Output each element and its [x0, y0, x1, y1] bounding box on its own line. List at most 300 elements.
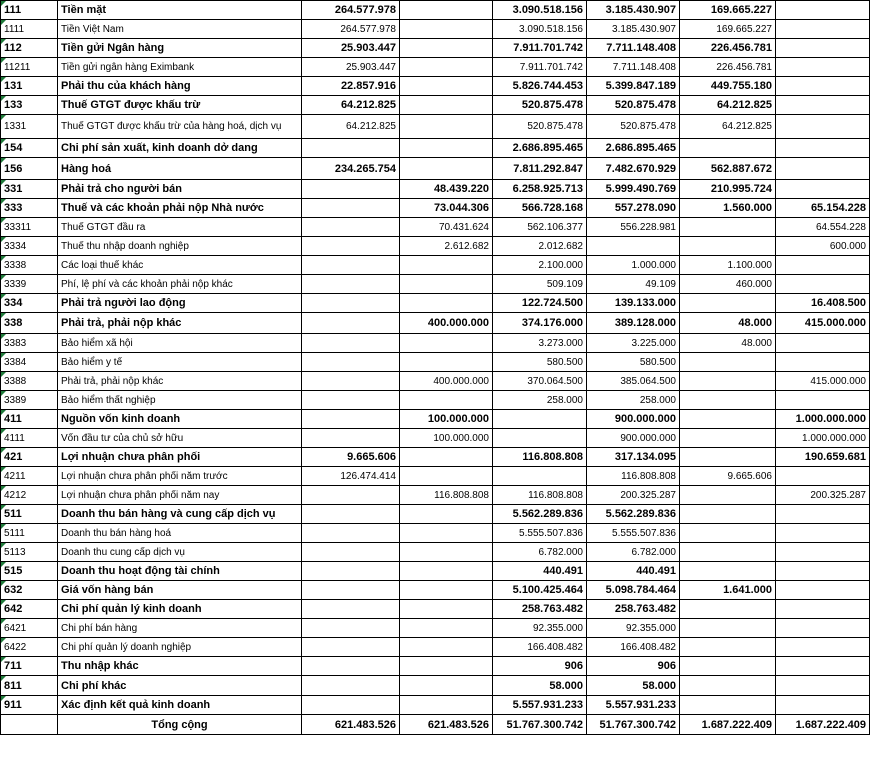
- amount-cell-c4[interactable]: 258.763.482: [587, 600, 680, 619]
- account-code-cell[interactable]: 112: [1, 39, 58, 58]
- account-name-cell[interactable]: Tiền gửi ngân hàng Eximbank: [58, 58, 302, 77]
- amount-cell-c4[interactable]: 389.128.000: [587, 313, 680, 334]
- account-code-cell[interactable]: 131: [1, 77, 58, 96]
- account-code-cell[interactable]: 154: [1, 139, 58, 158]
- amount-cell-c6[interactable]: 1.000.000.000: [776, 410, 870, 429]
- amount-cell-c1[interactable]: [302, 334, 400, 353]
- amount-cell-c6[interactable]: [776, 39, 870, 58]
- total-amount-c1[interactable]: 621.483.526: [302, 715, 400, 735]
- amount-cell-c1[interactable]: [302, 256, 400, 275]
- amount-cell-c2[interactable]: 48.439.220: [400, 180, 493, 199]
- amount-cell-c6[interactable]: [776, 467, 870, 486]
- amount-cell-c1[interactable]: [302, 429, 400, 448]
- account-code-cell[interactable]: 4211: [1, 467, 58, 486]
- amount-cell-c6[interactable]: 1.000.000.000: [776, 429, 870, 448]
- amount-cell-c1[interactable]: 234.265.754: [302, 158, 400, 180]
- amount-cell-c5[interactable]: 562.887.672: [680, 158, 776, 180]
- account-code-cell[interactable]: 4212: [1, 486, 58, 505]
- account-code-cell[interactable]: 3384: [1, 353, 58, 372]
- total-amount-c6[interactable]: 1.687.222.409: [776, 715, 870, 735]
- amount-cell-c5[interactable]: 64.212.825: [680, 115, 776, 139]
- account-name-cell[interactable]: Thuế và các khoản phải nộp Nhà nước: [58, 199, 302, 218]
- amount-cell-c4[interactable]: 5.562.289.836: [587, 505, 680, 524]
- amount-cell-c5[interactable]: 48.000: [680, 334, 776, 353]
- amount-cell-c2[interactable]: [400, 562, 493, 581]
- amount-cell-c6[interactable]: 190.659.681: [776, 448, 870, 467]
- amount-cell-c3[interactable]: 7.911.701.742: [493, 58, 587, 77]
- amount-cell-c2[interactable]: [400, 505, 493, 524]
- account-code-cell[interactable]: 133: [1, 96, 58, 115]
- amount-cell-c1[interactable]: [302, 372, 400, 391]
- amount-cell-c2[interactable]: [400, 77, 493, 96]
- account-name-cell[interactable]: Phải thu của khách hàng: [58, 77, 302, 96]
- amount-cell-c3[interactable]: 566.728.168: [493, 199, 587, 218]
- amount-cell-c3[interactable]: 258.763.482: [493, 600, 587, 619]
- amount-cell-c2[interactable]: 100.000.000: [400, 410, 493, 429]
- amount-cell-c6[interactable]: [776, 505, 870, 524]
- amount-cell-c4[interactable]: 580.500: [587, 353, 680, 372]
- amount-cell-c2[interactable]: [400, 294, 493, 313]
- account-name-cell[interactable]: Lợi nhuận chưa phân phối: [58, 448, 302, 467]
- amount-cell-c6[interactable]: [776, 275, 870, 294]
- account-name-cell[interactable]: Doanh thu bán hàng và cung cấp dịch vụ: [58, 505, 302, 524]
- amount-cell-c5[interactable]: [680, 543, 776, 562]
- amount-cell-c2[interactable]: [400, 543, 493, 562]
- account-name-cell[interactable]: Phải trả, phải nộp khác: [58, 313, 302, 334]
- amount-cell-c5[interactable]: [680, 562, 776, 581]
- amount-cell-c3[interactable]: 7.911.701.742: [493, 39, 587, 58]
- total-amount-c3[interactable]: 51.767.300.742: [493, 715, 587, 735]
- amount-cell-c2[interactable]: [400, 58, 493, 77]
- amount-cell-c2[interactable]: 2.612.682: [400, 237, 493, 256]
- amount-cell-c4[interactable]: 49.109: [587, 275, 680, 294]
- amount-cell-c4[interactable]: 5.555.507.836: [587, 524, 680, 543]
- account-name-cell[interactable]: Chi phí sản xuất, kinh doanh dở dang: [58, 139, 302, 158]
- account-code-cell[interactable]: 421: [1, 448, 58, 467]
- amount-cell-c5[interactable]: [680, 429, 776, 448]
- amount-cell-c3[interactable]: 509.109: [493, 275, 587, 294]
- amount-cell-c2[interactable]: [400, 275, 493, 294]
- amount-cell-c1[interactable]: 64.212.825: [302, 115, 400, 139]
- amount-cell-c1[interactable]: [302, 294, 400, 313]
- amount-cell-c5[interactable]: [680, 486, 776, 505]
- amount-cell-c3[interactable]: 3.090.518.156: [493, 1, 587, 20]
- account-code-cell[interactable]: 3338: [1, 256, 58, 275]
- amount-cell-c6[interactable]: [776, 96, 870, 115]
- amount-cell-c1[interactable]: [302, 600, 400, 619]
- amount-cell-c2[interactable]: [400, 353, 493, 372]
- amount-cell-c4[interactable]: 5.999.490.769: [587, 180, 680, 199]
- account-code-cell[interactable]: 11211: [1, 58, 58, 77]
- amount-cell-c3[interactable]: 520.875.478: [493, 96, 587, 115]
- account-code-cell[interactable]: 911: [1, 696, 58, 715]
- amount-cell-c5[interactable]: 1.641.000: [680, 581, 776, 600]
- account-name-cell[interactable]: Chi phí quản lý kinh doanh: [58, 600, 302, 619]
- amount-cell-c3[interactable]: 5.826.744.453: [493, 77, 587, 96]
- amount-cell-c2[interactable]: 116.808.808: [400, 486, 493, 505]
- account-code-cell[interactable]: 1111: [1, 20, 58, 39]
- amount-cell-c5[interactable]: 48.000: [680, 313, 776, 334]
- account-code-cell[interactable]: 338: [1, 313, 58, 334]
- amount-cell-c2[interactable]: [400, 39, 493, 58]
- amount-cell-c3[interactable]: 7.811.292.847: [493, 158, 587, 180]
- account-name-cell[interactable]: Vốn đầu tư của chủ sở hữu: [58, 429, 302, 448]
- amount-cell-c6[interactable]: [776, 676, 870, 696]
- amount-cell-c6[interactable]: [776, 139, 870, 158]
- amount-cell-c3[interactable]: 6.782.000: [493, 543, 587, 562]
- amount-cell-c6[interactable]: [776, 600, 870, 619]
- amount-cell-c5[interactable]: [680, 600, 776, 619]
- amount-cell-c1[interactable]: [302, 275, 400, 294]
- amount-cell-c4[interactable]: 2.686.895.465: [587, 139, 680, 158]
- amount-cell-c5[interactable]: 1.100.000: [680, 256, 776, 275]
- amount-cell-c5[interactable]: [680, 391, 776, 410]
- amount-cell-c2[interactable]: [400, 96, 493, 115]
- amount-cell-c5[interactable]: 226.456.781: [680, 58, 776, 77]
- amount-cell-c3[interactable]: 58.000: [493, 676, 587, 696]
- amount-cell-c6[interactable]: [776, 1, 870, 20]
- amount-cell-c3[interactable]: 5.562.289.836: [493, 505, 587, 524]
- amount-cell-c4[interactable]: 317.134.095: [587, 448, 680, 467]
- amount-cell-c4[interactable]: 3.185.430.907: [587, 20, 680, 39]
- account-name-cell[interactable]: Thuế GTGT được khấu trừ: [58, 96, 302, 115]
- amount-cell-c5[interactable]: 449.755.180: [680, 77, 776, 96]
- amount-cell-c1[interactable]: [302, 676, 400, 696]
- total-amount-c2[interactable]: 621.483.526: [400, 715, 493, 735]
- account-name-cell[interactable]: Bảo hiểm thất nghiệp: [58, 391, 302, 410]
- amount-cell-c2[interactable]: [400, 115, 493, 139]
- amount-cell-c1[interactable]: [302, 562, 400, 581]
- amount-cell-c5[interactable]: 169.665.227: [680, 1, 776, 20]
- total-code-cell[interactable]: [1, 715, 58, 735]
- amount-cell-c6[interactable]: [776, 256, 870, 275]
- amount-cell-c3[interactable]: 116.808.808: [493, 486, 587, 505]
- amount-cell-c4[interactable]: 5.098.784.464: [587, 581, 680, 600]
- amount-cell-c2[interactable]: 100.000.000: [400, 429, 493, 448]
- amount-cell-c1[interactable]: [302, 696, 400, 715]
- account-name-cell[interactable]: Phải trả, phải nộp khác: [58, 372, 302, 391]
- account-code-cell[interactable]: 4111: [1, 429, 58, 448]
- account-name-cell[interactable]: Chi phí bán hàng: [58, 619, 302, 638]
- amount-cell-c4[interactable]: 520.875.478: [587, 96, 680, 115]
- amount-cell-c1[interactable]: 22.857.916: [302, 77, 400, 96]
- amount-cell-c1[interactable]: [302, 638, 400, 657]
- account-name-cell[interactable]: Doanh thu cung cấp dịch vụ: [58, 543, 302, 562]
- amount-cell-c5[interactable]: [680, 372, 776, 391]
- amount-cell-c1[interactable]: [302, 313, 400, 334]
- amount-cell-c2[interactable]: [400, 638, 493, 657]
- account-code-cell[interactable]: 3339: [1, 275, 58, 294]
- amount-cell-c1[interactable]: 264.577.978: [302, 1, 400, 20]
- account-code-cell[interactable]: 511: [1, 505, 58, 524]
- account-code-cell[interactable]: 33311: [1, 218, 58, 237]
- amount-cell-c5[interactable]: 1.560.000: [680, 199, 776, 218]
- amount-cell-c1[interactable]: [302, 391, 400, 410]
- account-code-cell[interactable]: 5111: [1, 524, 58, 543]
- total-label[interactable]: Tổng cộng: [58, 715, 302, 735]
- amount-cell-c5[interactable]: [680, 237, 776, 256]
- amount-cell-c2[interactable]: 73.044.306: [400, 199, 493, 218]
- amount-cell-c6[interactable]: [776, 20, 870, 39]
- amount-cell-c4[interactable]: 557.278.090: [587, 199, 680, 218]
- account-name-cell[interactable]: Doanh thu bán hàng hoá: [58, 524, 302, 543]
- amount-cell-c6[interactable]: [776, 158, 870, 180]
- amount-cell-c2[interactable]: 400.000.000: [400, 372, 493, 391]
- amount-cell-c1[interactable]: 25.903.447: [302, 39, 400, 58]
- amount-cell-c4[interactable]: 139.133.000: [587, 294, 680, 313]
- account-name-cell[interactable]: Thuế GTGT đầu ra: [58, 218, 302, 237]
- amount-cell-c2[interactable]: [400, 20, 493, 39]
- amount-cell-c4[interactable]: 520.875.478: [587, 115, 680, 139]
- amount-cell-c5[interactable]: 9.665.606: [680, 467, 776, 486]
- amount-cell-c2[interactable]: [400, 334, 493, 353]
- amount-cell-c2[interactable]: [400, 158, 493, 180]
- amount-cell-c3[interactable]: 370.064.500: [493, 372, 587, 391]
- amount-cell-c2[interactable]: 70.431.624: [400, 218, 493, 237]
- amount-cell-c6[interactable]: [776, 391, 870, 410]
- account-name-cell[interactable]: Giá vốn hàng bán: [58, 581, 302, 600]
- amount-cell-c5[interactable]: [680, 218, 776, 237]
- amount-cell-c2[interactable]: [400, 524, 493, 543]
- amount-cell-c1[interactable]: [302, 237, 400, 256]
- amount-cell-c6[interactable]: [776, 619, 870, 638]
- amount-cell-c3[interactable]: 92.355.000: [493, 619, 587, 638]
- amount-cell-c4[interactable]: [587, 237, 680, 256]
- amount-cell-c5[interactable]: [680, 638, 776, 657]
- account-name-cell[interactable]: Doanh thu hoạt động tài chính: [58, 562, 302, 581]
- amount-cell-c3[interactable]: [493, 429, 587, 448]
- account-name-cell[interactable]: Lợi nhuận chưa phân phối năm trước: [58, 467, 302, 486]
- amount-cell-c3[interactable]: 440.491: [493, 562, 587, 581]
- amount-cell-c4[interactable]: 1.000.000: [587, 256, 680, 275]
- account-name-cell[interactable]: Phải trả người lao động: [58, 294, 302, 313]
- account-code-cell[interactable]: 3334: [1, 237, 58, 256]
- amount-cell-c1[interactable]: [302, 218, 400, 237]
- account-code-cell[interactable]: 3389: [1, 391, 58, 410]
- amount-cell-c1[interactable]: [302, 543, 400, 562]
- amount-cell-c4[interactable]: 385.064.500: [587, 372, 680, 391]
- amount-cell-c5[interactable]: [680, 353, 776, 372]
- amount-cell-c6[interactable]: [776, 581, 870, 600]
- amount-cell-c2[interactable]: [400, 467, 493, 486]
- amount-cell-c5[interactable]: [680, 448, 776, 467]
- account-code-cell[interactable]: 515: [1, 562, 58, 581]
- account-name-cell[interactable]: Tiền gửi Ngân hàng: [58, 39, 302, 58]
- account-code-cell[interactable]: 632: [1, 581, 58, 600]
- account-name-cell[interactable]: Thuế thu nhập doanh nghiệp: [58, 237, 302, 256]
- amount-cell-c5[interactable]: [680, 657, 776, 676]
- amount-cell-c5[interactable]: [680, 294, 776, 313]
- amount-cell-c6[interactable]: [776, 543, 870, 562]
- amount-cell-c2[interactable]: [400, 391, 493, 410]
- amount-cell-c3[interactable]: [493, 467, 587, 486]
- amount-cell-c4[interactable]: 200.325.287: [587, 486, 680, 505]
- amount-cell-c3[interactable]: 166.408.482: [493, 638, 587, 657]
- amount-cell-c1[interactable]: 126.474.414: [302, 467, 400, 486]
- amount-cell-c1[interactable]: 64.212.825: [302, 96, 400, 115]
- amount-cell-c3[interactable]: 3.273.000: [493, 334, 587, 353]
- amount-cell-c2[interactable]: [400, 619, 493, 638]
- total-amount-c4[interactable]: 51.767.300.742: [587, 715, 680, 735]
- amount-cell-c3[interactable]: 6.258.925.713: [493, 180, 587, 199]
- amount-cell-c5[interactable]: [680, 139, 776, 158]
- amount-cell-c3[interactable]: 562.106.377: [493, 218, 587, 237]
- amount-cell-c3[interactable]: 5.555.507.836: [493, 524, 587, 543]
- amount-cell-c1[interactable]: [302, 199, 400, 218]
- amount-cell-c6[interactable]: 16.408.500: [776, 294, 870, 313]
- amount-cell-c2[interactable]: [400, 600, 493, 619]
- amount-cell-c4[interactable]: 116.808.808: [587, 467, 680, 486]
- account-code-cell[interactable]: 642: [1, 600, 58, 619]
- account-name-cell[interactable]: Bảo hiểm xã hội: [58, 334, 302, 353]
- amount-cell-c2[interactable]: [400, 696, 493, 715]
- amount-cell-c1[interactable]: 264.577.978: [302, 20, 400, 39]
- amount-cell-c4[interactable]: 258.000: [587, 391, 680, 410]
- amount-cell-c6[interactable]: 415.000.000: [776, 372, 870, 391]
- amount-cell-c4[interactable]: 92.355.000: [587, 619, 680, 638]
- amount-cell-c4[interactable]: 166.408.482: [587, 638, 680, 657]
- amount-cell-c3[interactable]: 374.176.000: [493, 313, 587, 334]
- amount-cell-c6[interactable]: [776, 334, 870, 353]
- amount-cell-c6[interactable]: [776, 696, 870, 715]
- account-code-cell[interactable]: 811: [1, 676, 58, 696]
- amount-cell-c5[interactable]: 210.995.724: [680, 180, 776, 199]
- account-name-cell[interactable]: Phải trả cho người bán: [58, 180, 302, 199]
- amount-cell-c2[interactable]: [400, 256, 493, 275]
- amount-cell-c5[interactable]: [680, 696, 776, 715]
- account-name-cell[interactable]: Thuế GTGT được khấu trừ của hàng hoá, dịch vụ: [58, 115, 302, 139]
- amount-cell-c4[interactable]: 5.399.847.189: [587, 77, 680, 96]
- amount-cell-c4[interactable]: 7.711.148.408: [587, 58, 680, 77]
- amount-cell-c1[interactable]: 9.665.606: [302, 448, 400, 467]
- amount-cell-c3[interactable]: 520.875.478: [493, 115, 587, 139]
- amount-cell-c5[interactable]: 460.000: [680, 275, 776, 294]
- amount-cell-c3[interactable]: 258.000: [493, 391, 587, 410]
- amount-cell-c4[interactable]: 5.557.931.233: [587, 696, 680, 715]
- amount-cell-c4[interactable]: 906: [587, 657, 680, 676]
- amount-cell-c6[interactable]: [776, 180, 870, 199]
- amount-cell-c1[interactable]: [302, 657, 400, 676]
- account-name-cell[interactable]: Tiền Việt Nam: [58, 20, 302, 39]
- account-name-cell[interactable]: Chi phí quản lý doanh nghiệp: [58, 638, 302, 657]
- account-name-cell[interactable]: Chi phí khác: [58, 676, 302, 696]
- amount-cell-c1[interactable]: [302, 581, 400, 600]
- amount-cell-c4[interactable]: 7.711.148.408: [587, 39, 680, 58]
- amount-cell-c1[interactable]: [302, 180, 400, 199]
- account-code-cell[interactable]: 711: [1, 657, 58, 676]
- amount-cell-c4[interactable]: 3.225.000: [587, 334, 680, 353]
- amount-cell-c6[interactable]: [776, 562, 870, 581]
- account-code-cell[interactable]: 111: [1, 1, 58, 20]
- account-code-cell[interactable]: 156: [1, 158, 58, 180]
- amount-cell-c5[interactable]: 64.212.825: [680, 96, 776, 115]
- amount-cell-c4[interactable]: 6.782.000: [587, 543, 680, 562]
- amount-cell-c1[interactable]: [302, 505, 400, 524]
- amount-cell-c1[interactable]: [302, 524, 400, 543]
- amount-cell-c1[interactable]: [302, 619, 400, 638]
- account-code-cell[interactable]: 3383: [1, 334, 58, 353]
- amount-cell-c4[interactable]: 3.185.430.907: [587, 1, 680, 20]
- amount-cell-c3[interactable]: 122.724.500: [493, 294, 587, 313]
- amount-cell-c6[interactable]: 600.000: [776, 237, 870, 256]
- amount-cell-c4[interactable]: 556.228.981: [587, 218, 680, 237]
- account-code-cell[interactable]: 6421: [1, 619, 58, 638]
- account-code-cell[interactable]: 411: [1, 410, 58, 429]
- amount-cell-c4[interactable]: 58.000: [587, 676, 680, 696]
- account-name-cell[interactable]: Phí, lệ phí và các khoản phải nộp khác: [58, 275, 302, 294]
- amount-cell-c3[interactable]: 5.100.425.464: [493, 581, 587, 600]
- amount-cell-c6[interactable]: 65.154.228: [776, 199, 870, 218]
- amount-cell-c4[interactable]: 7.482.670.929: [587, 158, 680, 180]
- amount-cell-c3[interactable]: [493, 410, 587, 429]
- amount-cell-c4[interactable]: 440.491: [587, 562, 680, 581]
- amount-cell-c6[interactable]: 200.325.287: [776, 486, 870, 505]
- amount-cell-c3[interactable]: 116.808.808: [493, 448, 587, 467]
- amount-cell-c1[interactable]: [302, 139, 400, 158]
- amount-cell-c6[interactable]: [776, 115, 870, 139]
- account-code-cell[interactable]: 334: [1, 294, 58, 313]
- account-name-cell[interactable]: Nguồn vốn kinh doanh: [58, 410, 302, 429]
- amount-cell-c6[interactable]: [776, 58, 870, 77]
- amount-cell-c6[interactable]: [776, 657, 870, 676]
- account-name-cell[interactable]: Bảo hiểm y tế: [58, 353, 302, 372]
- amount-cell-c2[interactable]: [400, 581, 493, 600]
- amount-cell-c2[interactable]: [400, 657, 493, 676]
- account-name-cell[interactable]: Tiền mặt: [58, 1, 302, 20]
- amount-cell-c4[interactable]: 900.000.000: [587, 410, 680, 429]
- amount-cell-c5[interactable]: 226.456.781: [680, 39, 776, 58]
- account-name-cell[interactable]: Các loại thuế khác: [58, 256, 302, 275]
- amount-cell-c6[interactable]: 415.000.000: [776, 313, 870, 334]
- amount-cell-c3[interactable]: 3.090.518.156: [493, 20, 587, 39]
- amount-cell-c4[interactable]: 900.000.000: [587, 429, 680, 448]
- account-code-cell[interactable]: 6422: [1, 638, 58, 657]
- amount-cell-c6[interactable]: [776, 524, 870, 543]
- account-name-cell[interactable]: Lợi nhuận chưa phân phối năm nay: [58, 486, 302, 505]
- amount-cell-c3[interactable]: 580.500: [493, 353, 587, 372]
- amount-cell-c5[interactable]: [680, 619, 776, 638]
- amount-cell-c1[interactable]: [302, 486, 400, 505]
- amount-cell-c5[interactable]: [680, 505, 776, 524]
- amount-cell-c5[interactable]: [680, 410, 776, 429]
- amount-cell-c3[interactable]: 5.557.931.233: [493, 696, 587, 715]
- amount-cell-c2[interactable]: [400, 139, 493, 158]
- amount-cell-c5[interactable]: [680, 524, 776, 543]
- amount-cell-c1[interactable]: 25.903.447: [302, 58, 400, 77]
- amount-cell-c6[interactable]: [776, 638, 870, 657]
- amount-cell-c1[interactable]: [302, 410, 400, 429]
- account-name-cell[interactable]: Xác định kết quả kinh doanh: [58, 696, 302, 715]
- account-code-cell[interactable]: 333: [1, 199, 58, 218]
- account-name-cell[interactable]: Thu nhập khác: [58, 657, 302, 676]
- amount-cell-c5[interactable]: [680, 676, 776, 696]
- amount-cell-c3[interactable]: 2.100.000: [493, 256, 587, 275]
- account-name-cell[interactable]: Hàng hoá: [58, 158, 302, 180]
- account-code-cell[interactable]: 3388: [1, 372, 58, 391]
- amount-cell-c6[interactable]: [776, 353, 870, 372]
- amount-cell-c2[interactable]: [400, 1, 493, 20]
- amount-cell-c6[interactable]: [776, 77, 870, 96]
- amount-cell-c3[interactable]: 906: [493, 657, 587, 676]
- account-code-cell[interactable]: 1331: [1, 115, 58, 139]
- amount-cell-c2[interactable]: [400, 448, 493, 467]
- amount-cell-c2[interactable]: 400.000.000: [400, 313, 493, 334]
- account-code-cell[interactable]: 331: [1, 180, 58, 199]
- amount-cell-c1[interactable]: [302, 353, 400, 372]
- amount-cell-c3[interactable]: 2.012.682: [493, 237, 587, 256]
- account-code-cell[interactable]: 5113: [1, 543, 58, 562]
- total-amount-c5[interactable]: 1.687.222.409: [680, 715, 776, 735]
